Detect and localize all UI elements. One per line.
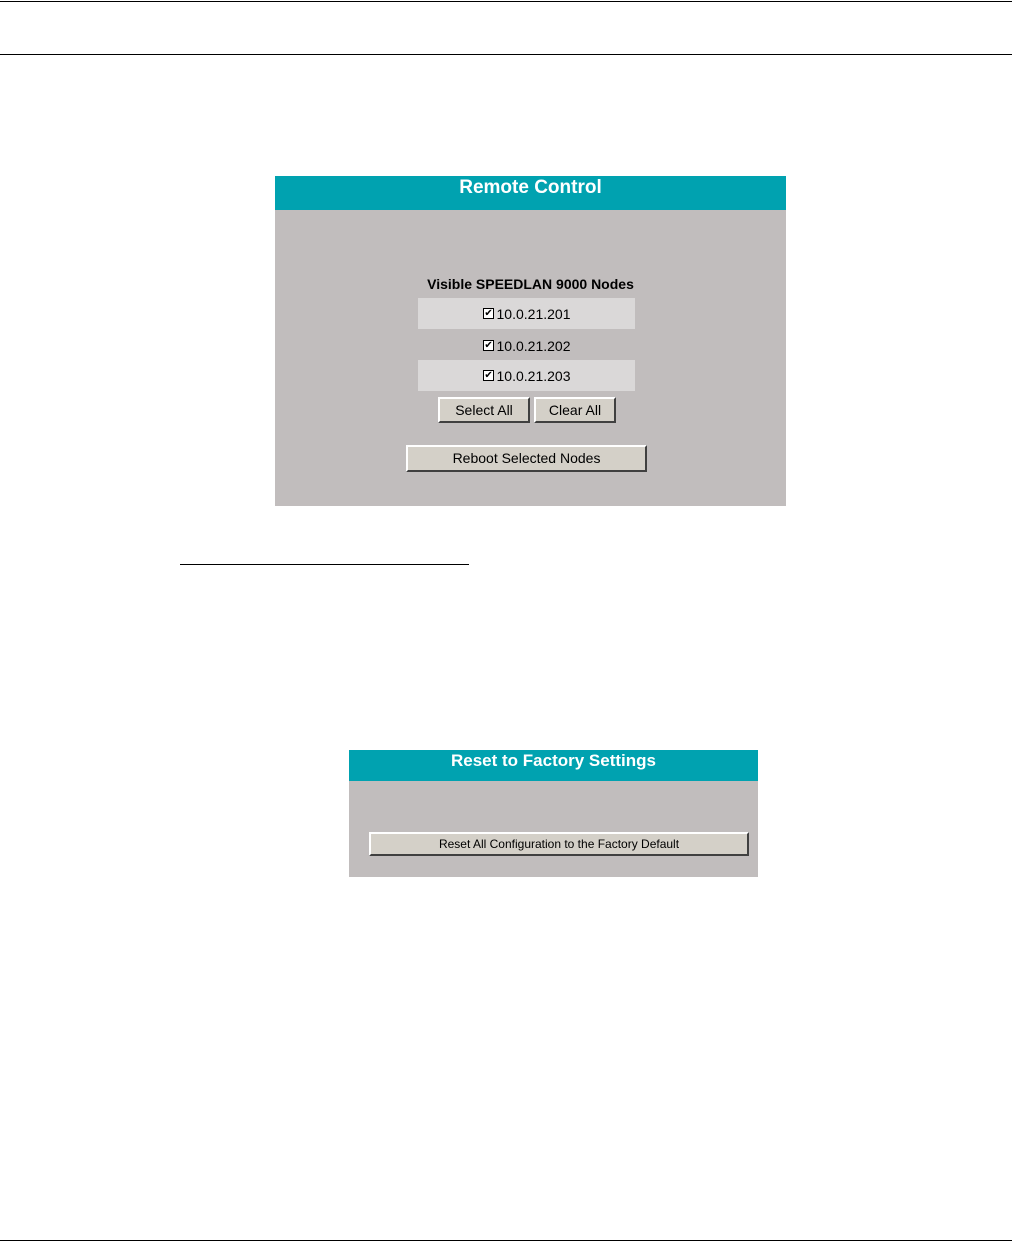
visible-nodes-heading: Visible SPEEDLAN 9000 Nodes <box>427 276 634 292</box>
node-checkbox-1[interactable] <box>483 308 494 319</box>
node-checkbox-3[interactable] <box>483 370 494 381</box>
section-divider <box>180 564 469 565</box>
footer-rule <box>0 1240 1012 1241</box>
node-ip-label: 10.0.21.203 <box>496 367 571 384</box>
reset-factory-default-button[interactable]: Reset All Configuration to the Factory Default <box>369 832 749 856</box>
select-all-button[interactable]: Select All <box>438 397 530 423</box>
reset-factory-title: Reset to Factory Settings <box>349 750 758 781</box>
reset-factory-panel <box>349 750 758 877</box>
node-row <box>418 298 635 329</box>
node-checkbox-2[interactable] <box>483 340 494 351</box>
clear-all-button[interactable]: Clear All <box>534 397 616 423</box>
reboot-selected-nodes-button[interactable]: Reboot Selected Nodes <box>406 445 647 472</box>
node-row <box>418 330 635 361</box>
top-rule <box>0 1 1012 2</box>
node-row <box>418 360 635 391</box>
remote-control-title: Remote Control <box>275 176 786 210</box>
remote-control-panel <box>275 176 786 506</box>
node-ip-label: 10.0.21.202 <box>496 337 571 354</box>
header-rule <box>0 54 1012 55</box>
node-ip-label: 10.0.21.201 <box>496 305 571 322</box>
